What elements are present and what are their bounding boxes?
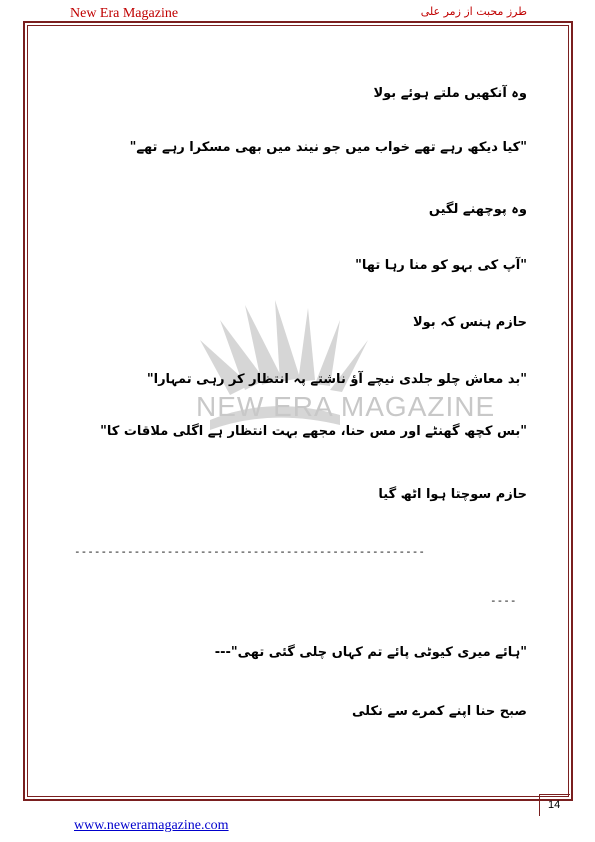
text-line-1: وہ آنکھیں ملتے ہوئے بولا [373, 86, 527, 101]
section-separator: ----------------------------------------------------- [74, 545, 425, 558]
page-number: 14 [548, 799, 561, 811]
text-line-3: وہ پوچھنے لگیں [428, 202, 527, 217]
text-line-7: "بس کچھ گھنٹے اور مس حنا، مجھے بہت انتظار ہے اگلی ملاقات کا" [100, 424, 527, 439]
novel-title: طرز محبت از زمر علی [420, 5, 527, 18]
text-line-6: "بد معاش چلو جلدی نیچے آؤ ناشتے پہ انتظار کر رہی تمہارا" [146, 372, 527, 387]
text-line-5: حازم ہنس کہ بولا [412, 315, 527, 330]
text-line-10: صبح حنا اپنے کمرے سے نکلی [352, 704, 527, 719]
website-link[interactable]: www.neweramagazine.com [74, 818, 229, 833]
text-line-9: "ہائے میری کیوٹی پائے تم کہاں چلی گئی تھی"--- [214, 645, 527, 660]
text-line-4: "آپ کی بہو کو منا رہا تھا" [355, 258, 527, 273]
text-line-2: "کیا دیکھ رہے تھے خواب میں جو نیند میں بھی مسکرا رہے تھے" [129, 140, 527, 155]
section-separator-short: ---- [490, 594, 517, 607]
watermark-text: NEW ERA MAGAZINE [196, 391, 496, 422]
text-line-8: حازم سوچتا ہوا اٹھ گیا [378, 487, 527, 502]
magazine-title: New Era Magazine [70, 6, 179, 21]
